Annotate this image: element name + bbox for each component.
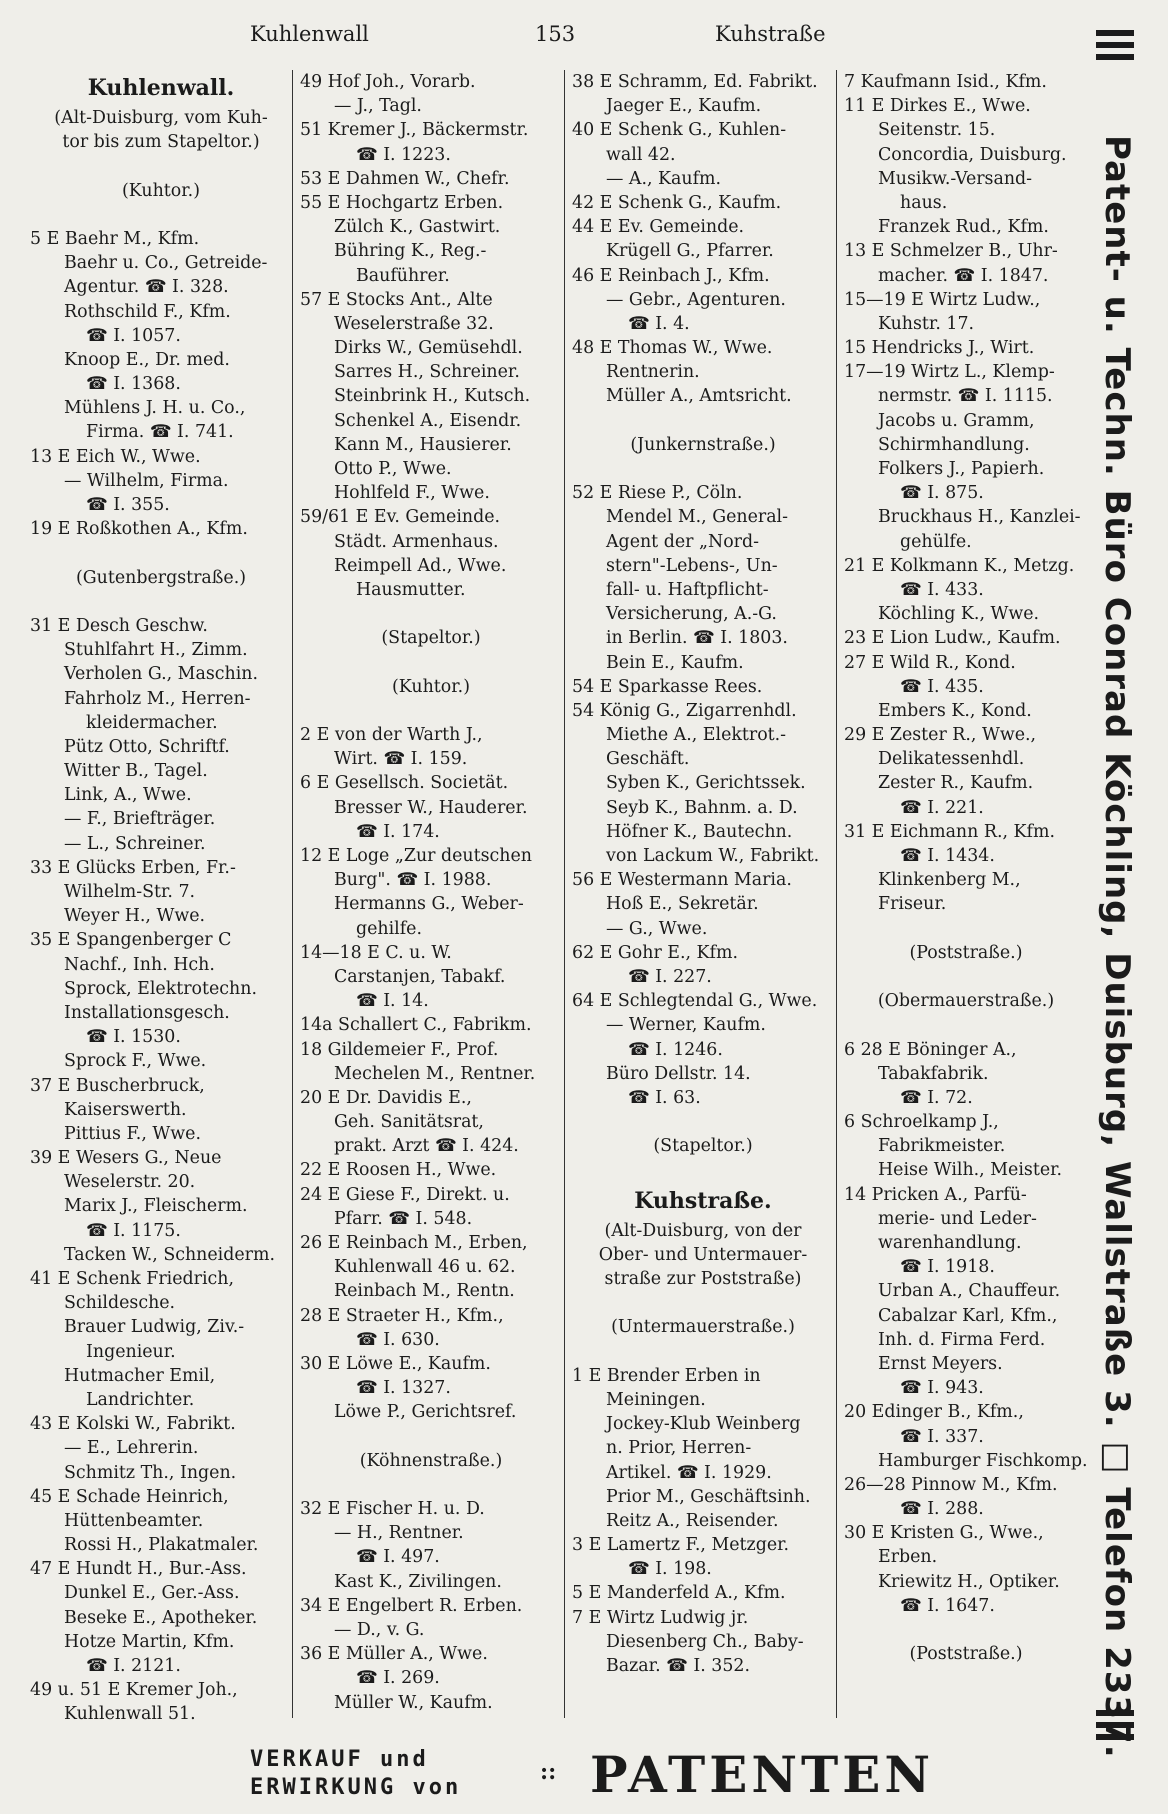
rule-bar: [1096, 30, 1134, 36]
directory-line: 64 E Schlegtendal G., Wwe.: [572, 991, 818, 1012]
directory-line: Inh. d. Firma Ferd.: [878, 1329, 1046, 1350]
directory-line: [844, 1618, 1088, 1642]
directory-line: Pfarr. ☎ I. 548.: [334, 1208, 473, 1229]
directory-line: Löwe P., Gerichtsref.: [334, 1402, 517, 1423]
directory-line: Knoop E., Dr. med.: [64, 349, 230, 370]
directory-line: 26—28 Pinnow M., Kfm.: [844, 1474, 1058, 1495]
directory-line: [844, 917, 1088, 941]
directory-line: von Lackum W., Fabrikt.: [606, 846, 820, 866]
directory-line: Hausmutter.: [356, 579, 466, 600]
directory-line: 28 E Straeter H., Kfm.,: [300, 1305, 504, 1326]
directory-line: haus.: [900, 192, 948, 213]
directory-line: 19 E Roßkothen A., Kfm.: [30, 519, 248, 540]
directory-line: Marix J., Fleischerm.: [64, 1196, 248, 1217]
directory-line: Syben K., Gerichtssek.: [606, 773, 806, 794]
directory-line: 3 E Lamertz F., Metzger.: [572, 1535, 790, 1556]
directory-line: [300, 1473, 562, 1497]
directory-line: gehilfe.: [356, 918, 423, 939]
directory-line: (Stapeltor.): [653, 1136, 753, 1157]
directory-line: — A., Kaufm.: [606, 168, 722, 189]
directory-line: Concordia, Duisburg.: [878, 144, 1067, 165]
directory-line: Städt. Armenhaus.: [334, 531, 499, 552]
directory-line: 56 E Westermann Maria.: [572, 870, 792, 891]
directory-line: Zülch K., Gastwirt.: [334, 217, 501, 238]
directory-line: 13 E Eich W., Wwe.: [30, 446, 201, 467]
directory-line: Reitz A., Reisender.: [606, 1510, 779, 1531]
directory-line: — H., Rentner.: [334, 1523, 464, 1544]
directory-line: 14—18 E C. u. W.: [300, 942, 452, 963]
directory-line: Müller A., Amtsricht.: [606, 386, 792, 407]
directory-line: Witter B., Tagel.: [64, 761, 208, 782]
directory-line: wall 42.: [606, 144, 676, 165]
street-heading: Kuhlenwall.: [87, 75, 235, 101]
directory-line: Kuhlenwall 51.: [64, 1704, 196, 1725]
directory-line: prakt. Arzt ☎ I. 424.: [334, 1136, 519, 1157]
directory-line: Mendel M., General-: [606, 507, 788, 528]
directory-line: Kuhlenwall 46 u. 62.: [334, 1257, 516, 1278]
directory-line: Köchling K., Wwe.: [878, 604, 1040, 625]
directory-line: 47 E Hundt H., Bur.-Ass.: [30, 1559, 247, 1580]
directory-line: Otto P., Wwe.: [334, 459, 452, 479]
directory-line: [300, 699, 562, 723]
directory-line: Fabrikmeister.: [878, 1136, 1006, 1157]
directory-line: Geh. Sanitätsrat,: [334, 1112, 484, 1133]
directory-line: 54 König G., Zigarrenhdl.: [572, 700, 797, 721]
directory-line: Heise Wilh., Meister.: [878, 1160, 1063, 1181]
directory-line: Reinbach M., Rentn.: [334, 1281, 515, 1302]
directory-line: ☎ I. 630.: [356, 1329, 440, 1350]
directory-line: ☎ I. 943.: [900, 1378, 984, 1399]
directory-line: 48 E Thomas W., Wwe.: [572, 338, 773, 359]
directory-line: Embers K., Kond.: [878, 700, 1032, 721]
directory-line: 6 28 E Böninger A.,: [844, 1039, 1017, 1060]
directory-line: ☎ I. 1246.: [628, 1039, 723, 1060]
directory-line: 15—19 E Wirtz Ludw.,: [844, 289, 1041, 310]
directory-line: [572, 457, 834, 481]
directory-line: Franzek Rud., Kfm.: [878, 217, 1049, 238]
directory-line: — D., v. G.: [334, 1620, 425, 1640]
column-2: [300, 70, 562, 1715]
directory-line: 18 Gildemeier F., Prof.: [300, 1039, 499, 1060]
directory-line: 7 E Wirtz Ludwig jr.: [572, 1607, 749, 1628]
directory-line: Hermanns G., Weber-: [334, 894, 524, 915]
directory-line: Kuhstr. 17.: [878, 313, 975, 334]
directory-line: Bresser W., Hauderer.: [334, 797, 528, 818]
directory-line: gehülfe.: [900, 531, 972, 552]
directory-line: — G., Wwe.: [606, 918, 708, 939]
directory-line: Seitenstr. 15.: [878, 120, 996, 141]
column-divider: [836, 70, 837, 1718]
directory-line: ☎ I. 288.: [900, 1499, 984, 1520]
directory-line: Firma. ☎ I. 741.: [86, 422, 234, 443]
directory-line: Klinkenberg M.,: [878, 870, 1021, 891]
directory-line: 54 E Sparkasse Rees.: [572, 676, 763, 697]
directory-line: Bazar. ☎ I. 352.: [606, 1656, 750, 1676]
column-divider: [292, 70, 293, 1718]
directory-line: Weselerstr. 20.: [64, 1172, 196, 1193]
directory-line: Hutmacher Emil,: [64, 1365, 216, 1386]
directory-line: Höfner K., Bautechn.: [606, 821, 793, 842]
directory-line: Brauer Ludwig, Ziv.-: [64, 1317, 245, 1338]
directory-line: — Wilhelm, Firma.: [64, 470, 229, 491]
directory-line: (Stapeltor.): [381, 628, 481, 649]
footer-advertisement: [250, 1745, 970, 1805]
column-1: [30, 70, 292, 1727]
directory-line: Beseke E., Apotheker.: [64, 1607, 258, 1628]
directory-line: ☎ I. 221.: [900, 797, 984, 818]
directory-line: tor bis zum Stapeltor.): [62, 132, 260, 153]
directory-line: ☎ I. 1368.: [86, 374, 181, 395]
directory-line: nermstr. ☎ I. 1115.: [878, 386, 1053, 407]
directory-line: ☎ I. 355.: [86, 495, 170, 515]
directory-line: 26 E Reinbach M., Erben,: [300, 1233, 528, 1253]
directory-line: Dunkel E., Ger.-Ass.: [64, 1583, 240, 1604]
directory-line: Schmitz Th., Ingen.: [64, 1462, 237, 1483]
directory-line: 5 E Baehr M., Kfm.: [30, 228, 200, 249]
directory-line: 20 Edinger B., Kfm.,: [844, 1402, 1024, 1423]
directory-line: (Poststraße.): [909, 942, 1023, 963]
directory-line: Hotze Martin, Kfm.: [64, 1631, 235, 1652]
directory-line: 11 E Dirkes E., Wwe.: [844, 96, 1031, 117]
directory-line: Kaiserswerth.: [64, 1099, 187, 1120]
directory-line: [30, 154, 292, 178]
directory-line: Bein E., Kaufm.: [606, 652, 744, 673]
directory-line: — Werner, Kaufm.: [606, 1015, 766, 1036]
directory-line: 39 E Wesers G., Neue: [30, 1148, 222, 1169]
directory-line: 44 E Ev. Gemeinde.: [572, 217, 745, 238]
running-head-right: Kuhstraße: [715, 22, 826, 46]
directory-line: 12 E Loge „Zur deutschen: [300, 846, 532, 866]
directory-line: Sarres H., Schreiner.: [334, 362, 520, 383]
directory-line: 7 Kaufmann Isid., Kfm.: [844, 72, 1047, 92]
directory-line: 1 E Brender Erben in: [572, 1365, 761, 1386]
column-divider: [564, 70, 565, 1718]
directory-line: (Poststraße.): [909, 1644, 1023, 1665]
directory-line: [572, 1158, 834, 1182]
directory-line: Verholen G., Maschin.: [64, 664, 259, 685]
street-heading: Kuhstraße.: [634, 1187, 772, 1214]
directory-line: Kann M., Hausierer.: [334, 434, 512, 455]
directory-line: Weyer H., Wwe.: [64, 906, 206, 927]
directory-line: (Untermauerstraße.): [611, 1317, 795, 1338]
directory-line: Ober- und Untermauer-: [598, 1244, 808, 1265]
directory-line: 13 E Schmelzer B., Uhr-: [844, 241, 1058, 262]
directory-line: 6 E Gesellsch. Societät.: [300, 773, 509, 794]
directory-line: Urban A., Chauffeur.: [878, 1281, 1061, 1302]
directory-line: Hoß E., Sekretär.: [606, 894, 759, 915]
directory-line: in Berlin. ☎ I. 1803.: [606, 628, 788, 649]
directory-line: ☎ I. 4.: [628, 313, 690, 334]
directory-line: (Alt-Duisburg, vom Kuh-: [54, 108, 268, 128]
directory-line: 33 E Glücks Erben, Fr.-: [30, 857, 236, 878]
directory-line: Büro Dellstr. 14.: [606, 1063, 751, 1084]
directory-line: Delikatessenhdl.: [878, 749, 1025, 770]
directory-line: Schirmhandlung.: [878, 434, 1030, 455]
directory-line: ☎ I. 337.: [900, 1426, 984, 1447]
directory-line: Kriewitz H., Optiker.: [878, 1571, 1060, 1592]
directory-line: Installationsgesch.: [64, 1002, 230, 1023]
rule-bar: [1096, 54, 1134, 60]
directory-line: Ernst Meyers.: [878, 1353, 1003, 1374]
directory-line: Mühlens J. H. u. Co.,: [64, 398, 246, 419]
directory-line: 45 E Schade Heinrich,: [30, 1486, 229, 1507]
directory-line: 14a Schallert C., Fabrikm.: [300, 1015, 532, 1036]
directory-line: Meiningen.: [606, 1389, 706, 1410]
directory-line: Steinbrink H., Kutsch.: [334, 386, 531, 407]
directory-line: Krügell G., Pfarrer.: [606, 241, 774, 262]
directory-line: [572, 1291, 834, 1315]
directory-line: ☎ I. 435.: [900, 676, 984, 697]
directory-line: Pittius F., Wwe.: [64, 1123, 201, 1144]
directory-line: Sprock F., Wwe.: [64, 1051, 207, 1072]
directory-line: Erben.: [878, 1547, 938, 1568]
directory-line: 2 E von der Warth J.,: [300, 725, 483, 746]
directory-line: 23 E Lion Ludw., Kaufm.: [844, 628, 1061, 649]
directory-line: Burg". ☎ I. 1988.: [334, 870, 492, 891]
directory-line: Nachf., Inh. Hch.: [64, 954, 215, 975]
directory-line: Mechelen M., Rentner.: [334, 1063, 536, 1084]
directory-line: ☎ I. 1223.: [356, 144, 451, 165]
directory-line: 49 Hof Joh., Vorarb.: [300, 72, 476, 92]
directory-line: (Obermauerstraße.): [877, 991, 1055, 1012]
directory-line: straße zur Poststraße): [604, 1269, 802, 1289]
directory-line: Schenkel A., Eisendr.: [334, 410, 522, 431]
directory-line: ☎ I. 198.: [628, 1559, 712, 1580]
directory-line: Cabalzar Karl, Kfm.,: [878, 1305, 1058, 1326]
directory-line: 20 E Dr. Davidis E.,: [300, 1087, 472, 1108]
directory-line: ☎ I. 1057.: [86, 325, 181, 346]
directory-line: Artikel. ☎ I. 1929.: [606, 1462, 772, 1483]
directory-line: Bühring K., Reg.-: [334, 241, 487, 262]
directory-line: Pütz Otto, Schriftf.: [64, 736, 230, 757]
directory-line: 30 E Löwe E., Kaufm.: [300, 1353, 491, 1374]
directory-line: 52 E Riese P., Cöln.: [572, 483, 743, 504]
directory-line: 42 E Schenk G., Kaufm.: [572, 192, 782, 213]
directory-line: ☎ I. 497.: [356, 1547, 440, 1568]
directory-line: Hüttenbeamter.: [64, 1510, 204, 1531]
directory-line: fall- u. Haftpflicht-: [606, 579, 769, 600]
directory-line: 37 E Buscherbruck,: [30, 1075, 205, 1096]
directory-line: Hamburger Fischkomp.: [878, 1450, 1088, 1471]
directory-line: ☎ I. 1530.: [86, 1027, 181, 1048]
rule-bar: [1096, 42, 1134, 48]
directory-line: Jacobs u. Gramm,: [878, 410, 1035, 431]
footer-patents: PATENTEN: [590, 1745, 935, 1804]
directory-line: Link, A., Wwe.: [64, 785, 192, 806]
directory-line: ☎ I. 227.: [628, 966, 712, 987]
directory-line: 59/61 E Ev. Gemeinde.: [300, 507, 501, 528]
directory-line: Weselerstraße 32.: [334, 313, 494, 334]
advertisement-sidebar: [1090, 30, 1150, 1759]
directory-line: Wilhelm-Str. 7.: [64, 882, 196, 902]
directory-line: (Köhnenstraße.): [359, 1450, 503, 1471]
directory-line: merie- und Leder-: [878, 1208, 1037, 1229]
directory-line: 53 E Dahmen W., Chefr.: [300, 168, 510, 189]
directory-line: 43 E Kolski W., Fabrikt.: [30, 1414, 236, 1435]
directory-line: Prior M., Geschäftsinh.: [606, 1486, 811, 1507]
directory-line: 29 E Zester R., Wwe.,: [844, 725, 1037, 746]
directory-line: ☎ I. 63.: [628, 1087, 701, 1108]
directory-line: Folkers J., Papierh.: [878, 459, 1045, 479]
directory-line: Baehr u. Co., Getreide-: [64, 253, 268, 274]
directory-line: 46 E Reinbach J., Kfm.: [572, 265, 770, 286]
directory-line: Jaeger E., Kaufm.: [606, 96, 762, 117]
directory-line: 6 Schroelkamp J.,: [844, 1112, 999, 1133]
directory-line: 41 E Schenk Friedrich,: [30, 1269, 235, 1289]
directory-line: Dirks W., Gemüsehdl.: [334, 338, 523, 359]
directory-line: ☎ I. 1918.: [900, 1257, 995, 1278]
directory-line: 51 Kremer J., Bäckermstr.: [300, 120, 529, 141]
directory-line: Rothschild F., Kfm.: [64, 301, 231, 322]
footer-line-1: VERKAUF und: [250, 1747, 429, 1772]
directory-line: Tabakfabrik.: [878, 1063, 989, 1084]
directory-line: ☎ I. 875.: [900, 483, 984, 504]
directory-line: 5 E Manderfeld A., Kfm.: [572, 1583, 786, 1604]
directory-line: n. Prior, Herren-: [606, 1438, 752, 1459]
directory-line: [844, 1013, 1088, 1037]
directory-line: Hohlfeld F., Wwe.: [334, 483, 490, 504]
directory-line: ☎ I. 433.: [900, 579, 984, 600]
directory-line: Sprock, Elektrotechn.: [64, 978, 257, 999]
directory-line: 17—19 Wirtz L., Klemp-: [844, 362, 1055, 383]
footer-colon: ::: [540, 1759, 557, 1785]
page-number: 153: [535, 22, 576, 46]
directory-line: Müller W., Kaufm.: [334, 1692, 493, 1713]
directory-line: (Alt-Duisburg, von der: [604, 1220, 802, 1241]
directory-line: 30 E Kristen G., Wwe.,: [844, 1523, 1044, 1544]
directory-line: [844, 965, 1088, 989]
directory-line: (Gutenbergstraße.): [75, 567, 247, 588]
directory-line: [30, 541, 292, 565]
directory-line: 62 E Gohr E., Kfm.: [572, 942, 739, 963]
directory-line: (Junkernstraße.): [630, 434, 776, 455]
directory-line: Agent der „Nord-: [606, 531, 759, 552]
directory-line: Bruckhaus H., Kanzlei-: [878, 507, 1081, 528]
directory-line: Versicherung, A.-G.: [606, 604, 777, 625]
directory-line: 40 E Schenk G., Kuhlen-: [572, 120, 787, 141]
directory-line: 15 Hendricks J., Wirt.: [844, 338, 1035, 359]
directory-line: 31 E Eichmann R., Kfm.: [844, 821, 1055, 842]
directory-line: Jockey-Klub Weinberg: [606, 1414, 801, 1435]
directory-line: 27 E Wild R., Kond.: [844, 652, 1016, 673]
directory-line: ☎ I. 174.: [356, 821, 440, 842]
directory-line: — Gebr., Agenturen.: [606, 289, 786, 310]
directory-line: Bauführer.: [356, 265, 450, 286]
directory-line: 22 E Roosen H., Wwe.: [300, 1160, 497, 1181]
directory-line: — E., Lehrerin.: [64, 1438, 199, 1459]
directory-line: 38 E Schramm, Ed. Fabrikt.: [572, 72, 818, 92]
directory-line: Seyb K., Bahnm. a. D.: [606, 797, 798, 818]
directory-line: [572, 1340, 834, 1364]
directory-line: ☎ I. 1327.: [356, 1378, 451, 1399]
directory-line: [30, 590, 292, 614]
directory-line: kleidermacher.: [86, 712, 218, 733]
directory-line: ☎ I. 1175.: [86, 1220, 181, 1241]
directory-line: ☎ I. 1647.: [900, 1595, 995, 1616]
directory-line: ☎ I. 14.: [356, 991, 429, 1012]
directory-line: [300, 602, 562, 626]
directory-line: — J., Tagl.: [334, 96, 422, 117]
footer-line-2: ERWIRKUNG von: [250, 1775, 462, 1800]
directory-line: Stuhlfahrt H., Zimm.: [64, 640, 248, 661]
directory-line: ☎ I. 2121.: [86, 1656, 181, 1676]
directory-line: 31 E Desch Geschw.: [30, 615, 208, 636]
directory-line: [572, 1110, 834, 1134]
directory-line: 55 E Hochgartz Erben.: [300, 192, 504, 213]
directory-line: Geschäft.: [606, 749, 690, 770]
directory-line: Rossi H., Plakatmaler.: [64, 1535, 259, 1556]
directory-line: Carstanjen, Tabakf.: [334, 966, 506, 987]
directory-line: 34 E Engelbert R. Erben.: [300, 1595, 523, 1616]
directory-line: Schildesche.: [64, 1293, 176, 1314]
directory-line: Fahrholz M., Herren-: [64, 688, 251, 709]
directory-line: ☎ I. 72.: [900, 1087, 973, 1108]
directory-line: 14 Pricken A., Parfü-: [844, 1184, 1027, 1205]
directory-line: warenhandlung.: [878, 1233, 1022, 1253]
directory-line: 57 E Stocks Ant., Alte: [300, 289, 493, 310]
directory-line: Rentnerin.: [606, 362, 700, 383]
column-3: [572, 70, 834, 1678]
directory-line: Landrichter.: [86, 1389, 195, 1410]
sidebar-advertisement-text: Patent- u. Techn. Büro Conrad Köchling, Duisburg, Wallstraße 3. □ Telefon 2337.: [1097, 135, 1137, 1759]
directory-line: Musikw.-Versand-: [878, 168, 1033, 189]
directory-line: Wirt. ☎ I. 159.: [334, 749, 468, 770]
directory-line: Diesenberg Ch., Baby-: [606, 1631, 804, 1652]
directory-line: 36 E Müller A., Wwe.: [300, 1644, 488, 1665]
directory-line: — F., Briefträger.: [64, 809, 216, 830]
directory-line: macher. ☎ I. 1847.: [878, 265, 1049, 286]
directory-line: 24 E Giese F., Direkt. u.: [300, 1184, 510, 1205]
directory-line: Kast K., Zivilingen.: [334, 1571, 502, 1592]
directory-line: (Kuhtor.): [122, 180, 200, 201]
column-4: [844, 70, 1088, 1666]
directory-line: Reimpell Ad., Wwe.: [334, 555, 507, 576]
directory-line: ☎ I. 1434.: [900, 846, 995, 866]
directory-line: Miethe A., Elektrot.-: [606, 725, 787, 746]
directory-line: — L., Schreiner.: [64, 833, 206, 854]
running-head-left: Kuhlenwall: [250, 22, 369, 46]
directory-line: Zester R., Kaufm.: [878, 773, 1034, 794]
directory-line: Agentur. ☎ I. 328.: [64, 277, 229, 298]
directory-line: ☎ I. 269.: [356, 1668, 440, 1689]
directory-line: [572, 409, 834, 433]
directory-line: [300, 651, 562, 675]
directory-line: stern"-Lebens-, Un-: [606, 555, 778, 576]
directory-line: (Kuhtor.): [392, 676, 470, 697]
directory-line: Ingenieur.: [86, 1341, 176, 1362]
directory-line: 32 E Fischer H. u. D.: [300, 1499, 485, 1520]
directory-line: 21 E Kolkmann K., Metzg.: [844, 555, 1075, 576]
directory-line: Tacken W., Schneiderm.: [64, 1244, 275, 1265]
directory-line: [300, 1425, 562, 1449]
directory-line: 49 u. 51 E Kremer Joh.,: [30, 1680, 238, 1701]
directory-line: [30, 203, 292, 227]
directory-line: Friseur.: [878, 894, 947, 915]
directory-line: 35 E Spangenberger C: [30, 930, 232, 951]
